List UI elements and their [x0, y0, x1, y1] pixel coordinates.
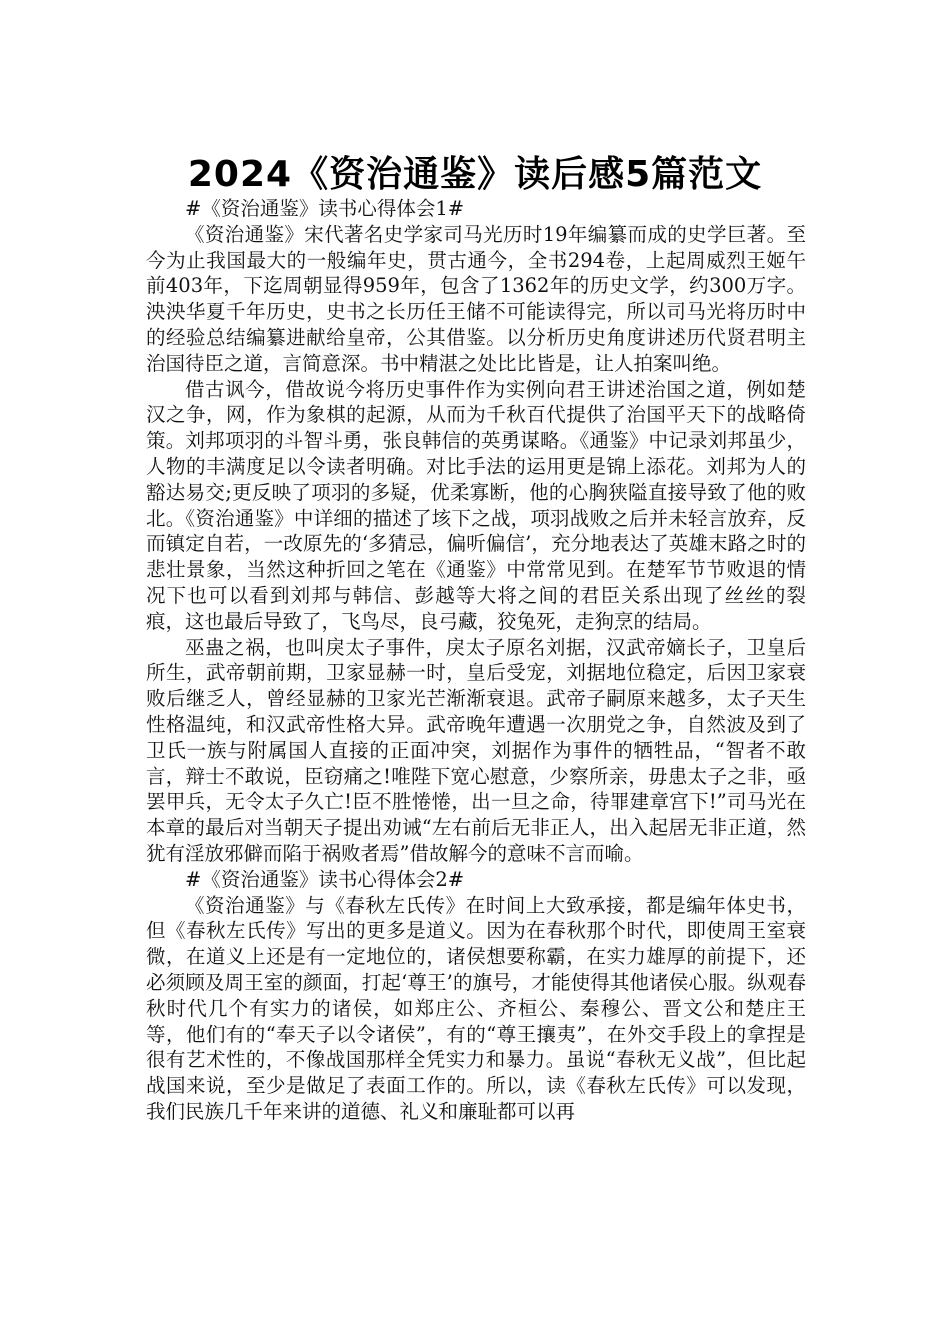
section-heading: #《资治通鉴》读书心得体会2#	[185, 867, 465, 891]
paragraph: 《资治通鉴》宋代著名史学家司马光历时19年编纂而成的史学巨著。至今为止我国最大的一般编年史，贯古通今，全书294卷，上起周威烈王姬午前403年，下迄周朝显得959年，包含了1362年的历史文学，约300万字。泱泱华夏千年历史，史书之长历任王储不可能读得完，所以司马光将历时中的经验总结编纂进献给皇帝，公其借鉴。以分析历史角度讲述历代贤君明主治国待臣之道，言简意深。书中精湛之处比比皆是，让人拍案叫绝。	[146, 222, 806, 375]
paragraph: 巫蛊之祸，也叫戾太子事件，戾太子原名刘据，汉武帝嫡长子，卫皇后所生，武帝朝前期，卫家显赫一时，皇后受宠，刘据地位稳定，后因卫家衰败后继乏人，曾经显赫的卫家光芒渐渐衰退。武帝子嗣原来越多，太子天生性格温纯，和汉武帝性格大异。武帝晚年遭遇一次朋党之争，自然波及到了卫氏一族与附属国人直接的正面冲突，刘据作为事件的牺牲品，“智者不敢言，辩士不敢说，臣窃痛之!唯陛下宽心慰意，少察所亲，毋患太子之非，亟罢甲兵，无令太子久亡!臣不胜惓惓，出一旦之命，待罪建章宫下!”司马光在本章的最后对当朝天子提出劝诫“左右前后无非正人，出入起居无非正道，然犹有淫放邪僻而陷于祸败者焉”借故解今的意味不言而喻。	[146, 635, 806, 865]
section-2	[146, 867, 806, 1125]
section-1	[146, 196, 806, 867]
paragraph: 借古讽今，借故说今将历史事件作为实例向君王讲述治国之道，例如楚汉之争，网，作为象棋的起源，从而为千秋百代提供了治国平天下的战略倚策。刘邦项羽的斗智斗勇，张良韩信的英勇谋略。《通鉴》中记录刘邦虽少，人物的丰满度足以令读者明确。对比手法的运用更是锦上添花。刘邦为人的豁达易交;更反映了项羽的多疑，优柔寡断，他的心胸狭隘直接导致了他的败北。《资治通鉴》中详细的描述了垓下之战，项羽战败之后并未轻言放弃，反而镇定自若，一改原先的‘多猜忌，偏听偏信’，充分地表达了英雄末路之时的悲壮景象，当然这种折回之笔在《通鉴》中常常见到。在楚军节节败退的情况下也可以看到刘邦与韩信、彭越等大将之间的君臣关系出现了丝丝的裂痕，这也最后导致了，飞鸟尽，良弓藏，狡兔死，走狗烹的结局。	[146, 377, 806, 633]
document-body	[146, 196, 806, 1125]
section-heading: #《资治通鉴》读书心得体会1#	[185, 197, 465, 220]
paragraph: 《资治通鉴》与《春秋左氏传》在时间上大致承接，都是编年体史书，但《春秋左氏传》写出的更多是道义。因为在春秋那个时代，即使周王室衰微，在道义上还是有一定地位的，诸侯想要称霸，在实力雄厚的前提下，还必须顾及周王室的颜面，打起‘尊王’的旗号，才能使得其他诸侯心服。纵观春秋时代几个有实力的诸侯，如郑庄公、齐桓公、秦穆公、晋文公和楚庄王等，他们有的“奉天子以令诸侯”，有的“尊王攘夷”，在外交手段上的拿捏是很有艺术性的，不像战国那样全凭实力和暴力。虽说“春秋无义战”，但比起战国来说，至少是做足了表面工作的。所以，读《春秋左氏传》可以发现，我们民族几千年来讲的道德、礼义和廉耻都可以再	[146, 893, 806, 1123]
document-title: 2024《资治通鉴》读后感5篇范文	[187, 154, 763, 196]
